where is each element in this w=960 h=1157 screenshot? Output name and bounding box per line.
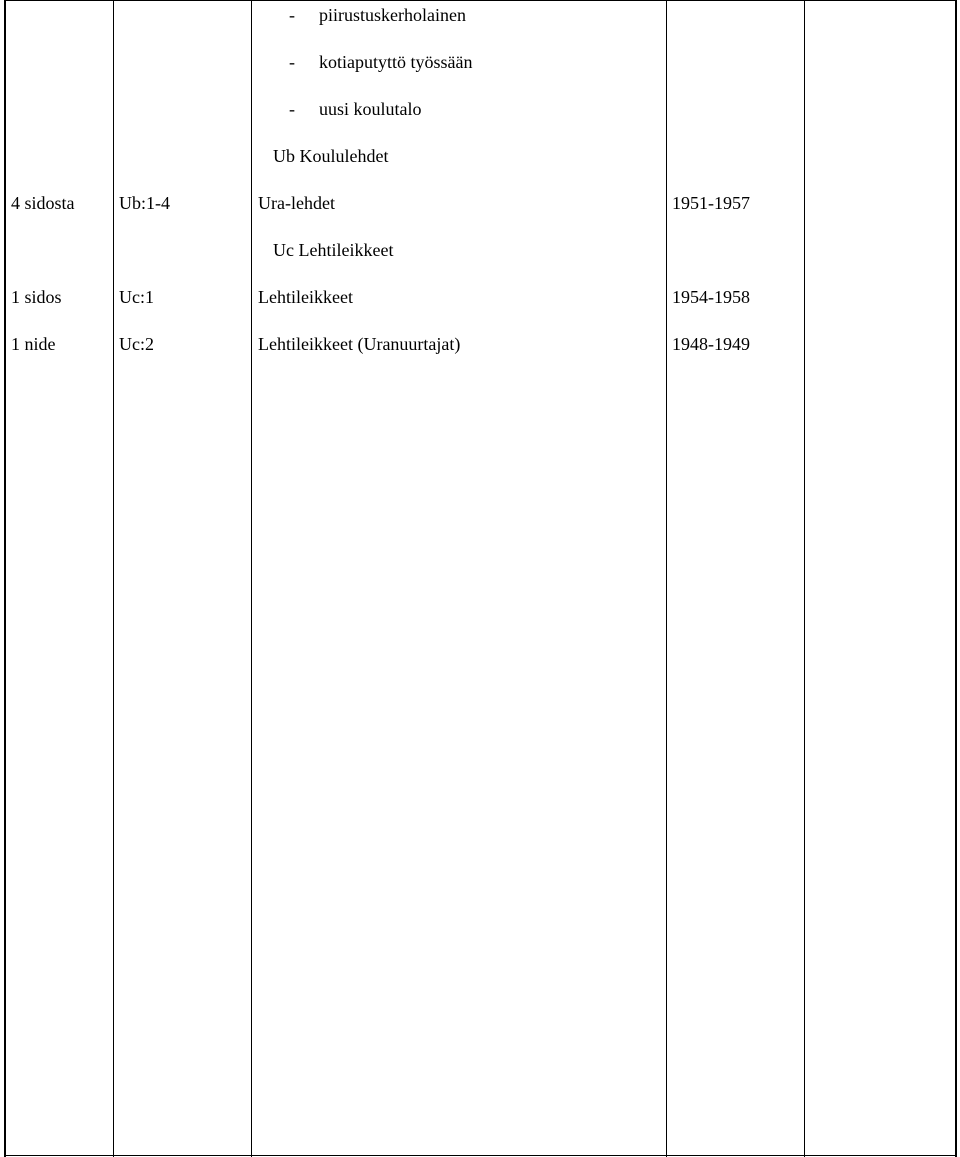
row-years: 1948-1949 (672, 334, 750, 354)
bullet-text: piirustuskerholainen (319, 5, 466, 25)
table-border-right (955, 0, 957, 1157)
table-border-left (4, 0, 6, 1157)
bullet-text: kotiaputyttö työssään (319, 52, 473, 72)
row-code: Uc:1 (119, 287, 154, 307)
column-divider (666, 0, 667, 1157)
table-border-top (4, 0, 957, 1)
row-years: 1954-1958 (672, 287, 750, 307)
column-divider (804, 0, 805, 1157)
column-divider (113, 0, 114, 1157)
row-quantity: 4 sidosta (11, 193, 75, 213)
row-title: Lehtileikkeet (Uranuurtajat) (258, 334, 461, 354)
bullet-dash: - (289, 99, 295, 119)
table-border-bottom (4, 1155, 957, 1156)
row-years: 1951-1957 (672, 193, 750, 213)
bullet-dash: - (289, 5, 295, 25)
row-code: Uc:2 (119, 334, 154, 354)
row-title: Lehtileikkeet (258, 287, 353, 307)
row-quantity: 1 nide (11, 334, 56, 354)
row-title: Ura-lehdet (258, 193, 335, 213)
bullet-dash: - (289, 52, 295, 72)
bullet-text: uusi koulutalo (319, 99, 422, 119)
row-code: Ub:1-4 (119, 193, 170, 213)
section-heading: Ub Koululehdet (273, 146, 389, 166)
row-quantity: 1 sidos (11, 287, 62, 307)
section-heading: Uc Lehtileikkeet (273, 240, 394, 260)
column-divider (251, 0, 252, 1157)
